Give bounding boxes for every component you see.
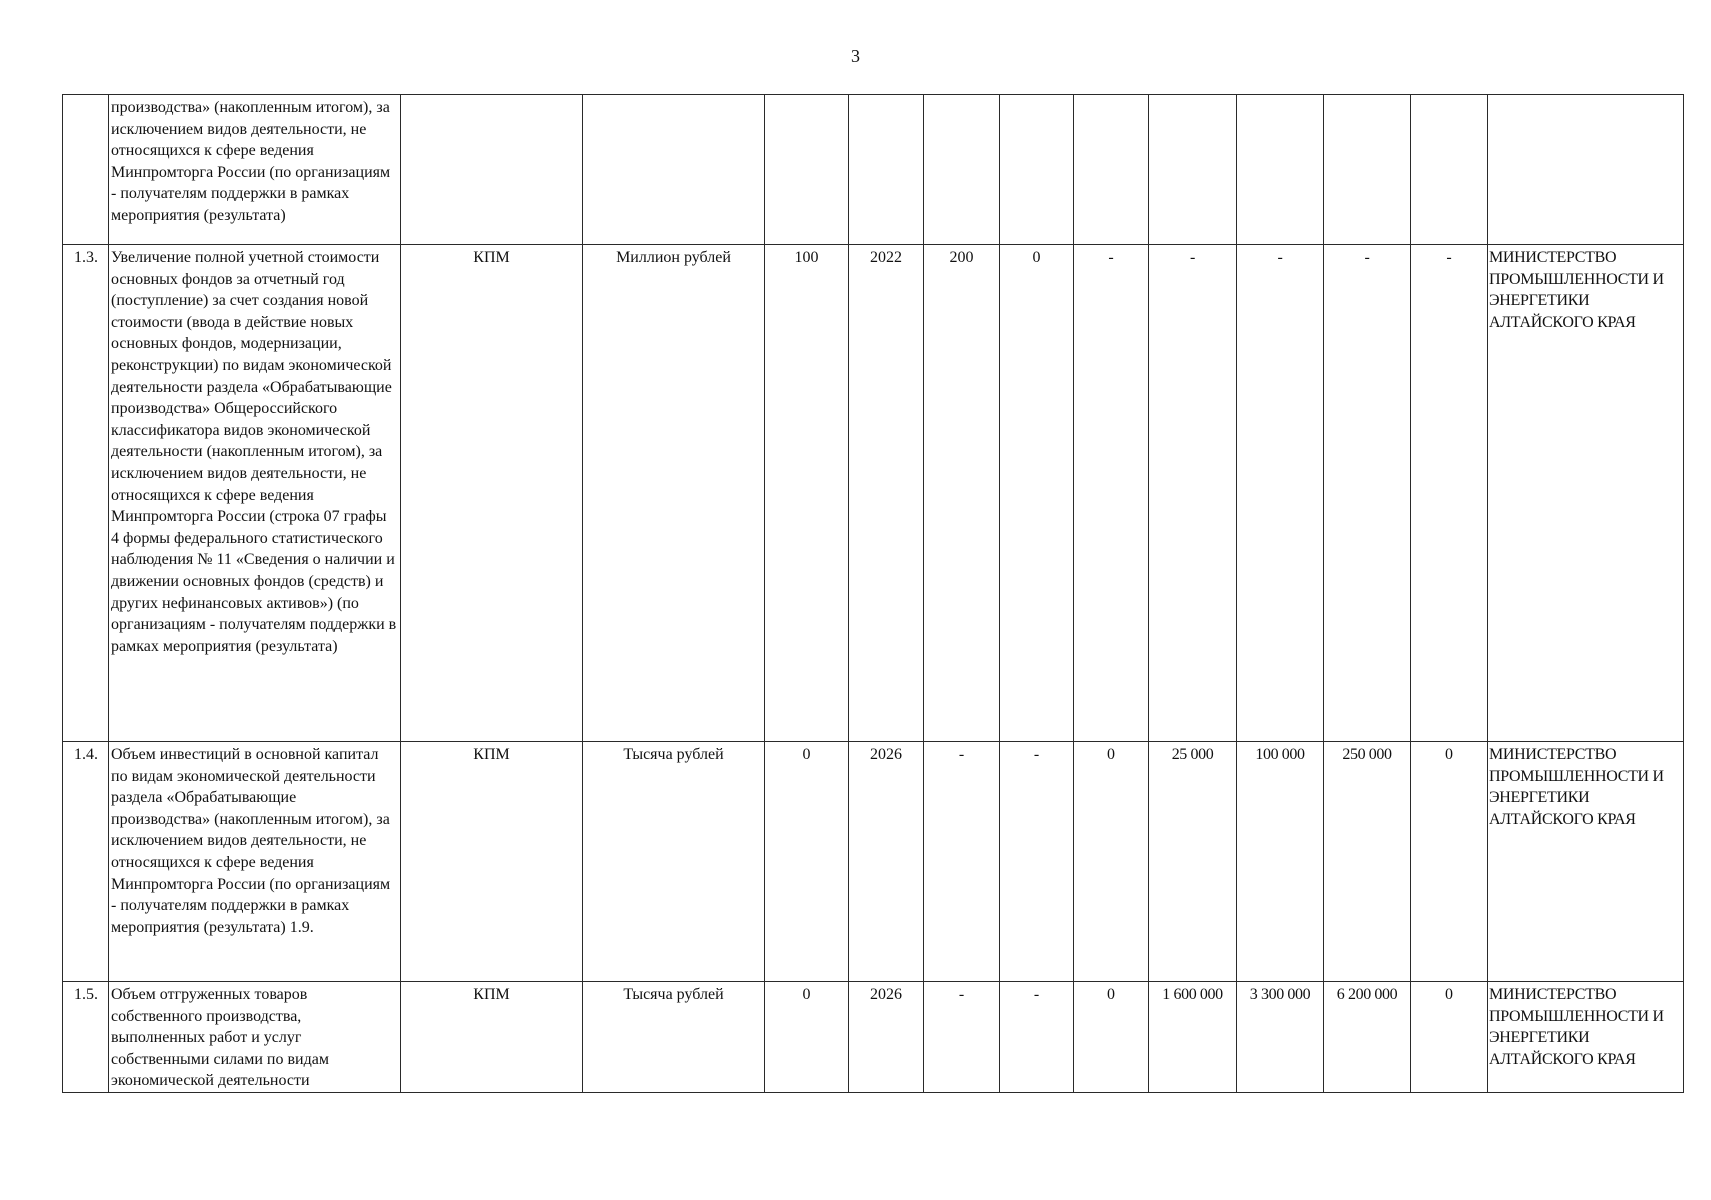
value-year-7: - <box>1411 245 1488 742</box>
value-year-1 <box>924 95 1000 245</box>
row-number: 1.5. <box>63 982 109 1093</box>
value-year-4 <box>1149 95 1237 245</box>
base-value <box>765 95 849 245</box>
table-row <box>63 742 1684 982</box>
base-year: 2022 <box>849 245 924 742</box>
indicator-type: КПМ <box>401 982 583 1093</box>
indicator-name: Объем отгруженных товаров собственного производства, выполненных работ и услуг собственными силами по видам экономической деятельности <box>109 982 401 1093</box>
unit: Тысяча рублей <box>583 742 765 982</box>
indicators-table <box>62 94 1684 1093</box>
value-year-3: 0 <box>1074 742 1149 982</box>
value-year-3 <box>1074 95 1149 245</box>
table-row <box>63 95 1684 245</box>
indicator-type: КПМ <box>401 245 583 742</box>
value-year-4: 1 600 000 <box>1149 982 1237 1093</box>
value-year-5: 3 300 000 <box>1237 982 1324 1093</box>
value-year-2 <box>1000 95 1074 245</box>
table-row <box>63 982 1684 1093</box>
value-year-2: - <box>1000 742 1074 982</box>
responsible-org: МИНИСТЕРСТВО ПРОМЫШЛЕННОСТИ И ЭНЕРГЕТИКИ АЛТАЙСКОГО КРАЯ <box>1488 245 1684 742</box>
value-year-6: 6 200 000 <box>1324 982 1411 1093</box>
value-year-4: - <box>1149 245 1237 742</box>
value-year-1: - <box>924 982 1000 1093</box>
value-year-5: - <box>1237 245 1324 742</box>
indicator-name: Увеличение полной учетной стоимости основных фондов за отчетный год (поступление) за счет создания новой стоимости (ввода в действие новых основных фондов, модернизации, реконструкции) по видам экономической деятельности раздела «Обрабатывающие производства» Общероссийского классификатора видов экономической деятельности (накопленным итогом), за исключением видов деятельности, не относящихся к сфере ведения Минпромторга России (строка 07 графы 4 формы федерального статистического наблюдения № 11 «Сведения о наличии и движении основных фондов (средств) и других нефинансовых активов») (по организациям - получателям поддержки в рамках мероприятия (результата) <box>109 245 401 742</box>
value-year-1: 200 <box>924 245 1000 742</box>
unit: Тысяча рублей <box>583 982 765 1093</box>
responsible-org <box>1488 95 1684 245</box>
value-year-3: 0 <box>1074 982 1149 1093</box>
base-value: 0 <box>765 982 849 1093</box>
value-year-6: - <box>1324 245 1411 742</box>
indicator-name: Объем инвестиций в основной капитал по видам экономической деятельности раздела «Обрабатывающие производства» (накопленным итогом), за исключением видов деятельности, не относящихся к сфере ведения Минпромторга России (по организациям - получателям поддержки в рамках мероприятия (результата) 1.9. <box>109 742 401 982</box>
value-year-7: 0 <box>1411 982 1488 1093</box>
value-year-6: 250 000 <box>1324 742 1411 982</box>
base-year <box>849 95 924 245</box>
indicator-type <box>401 95 583 245</box>
indicator-name: производства» (накопленным итогом), за исключением видов деятельности, не относящихся к сфере ведения Минпромторга России (по организациям - получателям поддержки в рамках мероприятия (результата) <box>109 95 401 245</box>
value-year-1: - <box>924 742 1000 982</box>
row-number: 1.3. <box>63 245 109 742</box>
page-number: 3 <box>851 46 860 66</box>
value-year-5 <box>1237 95 1324 245</box>
value-year-5: 100 000 <box>1237 742 1324 982</box>
value-year-6 <box>1324 95 1411 245</box>
indicator-type: КПМ <box>401 742 583 982</box>
value-year-3: - <box>1074 245 1149 742</box>
responsible-org: МИНИСТЕРСТВО ПРОМЫШЛЕННОСТИ И ЭНЕРГЕТИКИ АЛТАЙСКОГО КРАЯ <box>1488 742 1684 982</box>
table-row <box>63 245 1684 742</box>
value-year-2: - <box>1000 982 1074 1093</box>
value-year-4: 25 000 <box>1149 742 1237 982</box>
base-value: 100 <box>765 245 849 742</box>
base-year: 2026 <box>849 742 924 982</box>
base-value: 0 <box>765 742 849 982</box>
base-year: 2026 <box>849 982 924 1093</box>
value-year-7: 0 <box>1411 742 1488 982</box>
row-number <box>63 95 109 245</box>
value-year-7 <box>1411 95 1488 245</box>
responsible-org: МИНИСТЕРСТВО ПРОМЫШЛЕННОСТИ И ЭНЕРГЕТИКИ АЛТАЙСКОГО КРАЯ <box>1488 982 1684 1093</box>
unit: Миллион рублей <box>583 245 765 742</box>
value-year-2: 0 <box>1000 245 1074 742</box>
unit <box>583 95 765 245</box>
row-number: 1.4. <box>63 742 109 982</box>
